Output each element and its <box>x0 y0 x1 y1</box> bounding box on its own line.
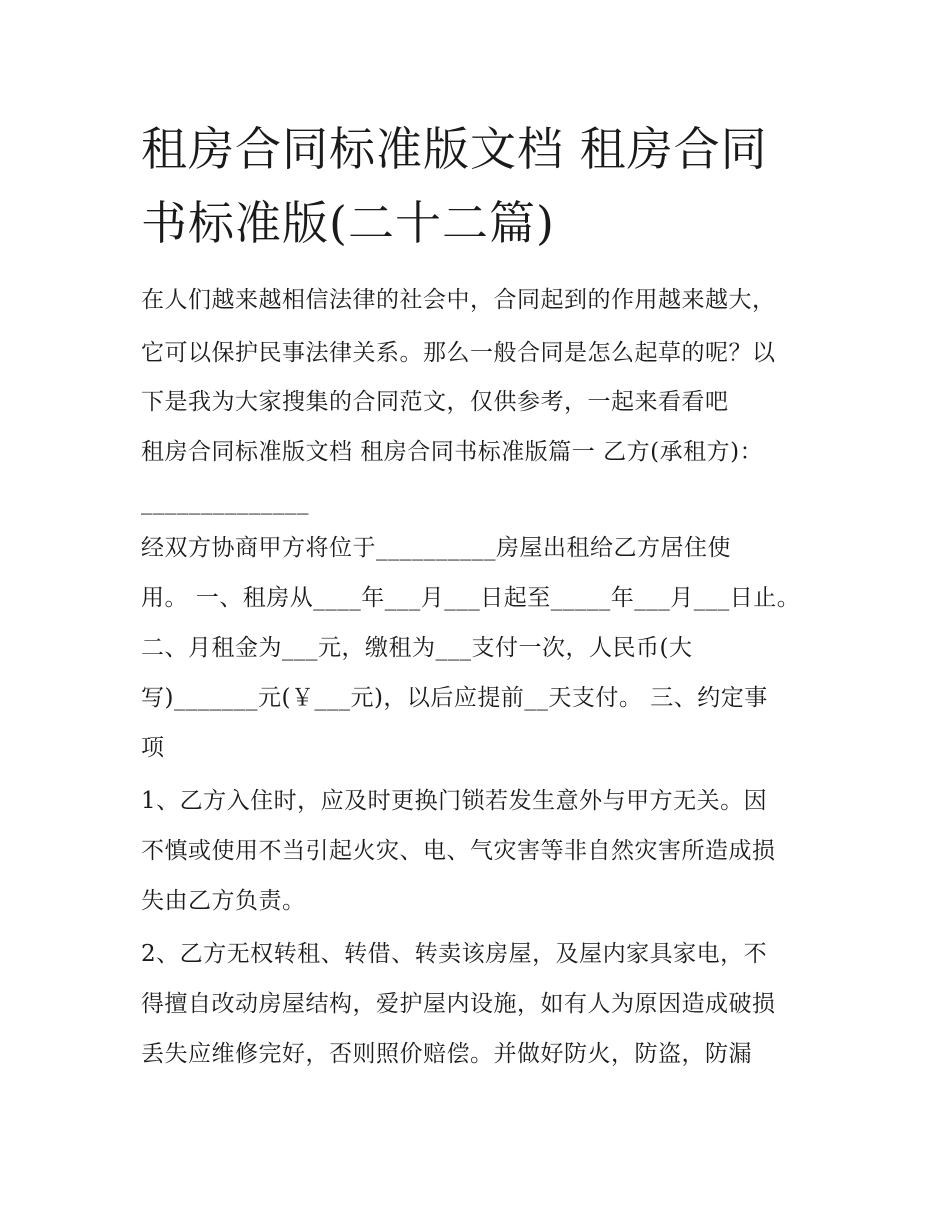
intro-line-2: 它可以保护民事法律关系。那么一般合同是怎么起草的呢？以 <box>141 340 776 366</box>
document-title <box>141 112 841 260</box>
clause-items-line: 项 <box>141 735 165 761</box>
title-line-2: 书标准版(二十二篇) <box>141 196 555 250</box>
intro-line-3: 下是我为大家搜集的合同范文，仅供参考，一起来看看吧 <box>141 389 729 415</box>
section-heading-line: 租房合同标准版文档 租房合同书标准版篇一 乙方(承租方)： <box>141 439 764 465</box>
blank-line: ______________ <box>141 489 309 515</box>
item-1-line-3: 失由乙方负责。 <box>141 888 306 914</box>
item-2-line-3: 丢失应维修完好，否则照价赔偿。并做好防火，防盗，防漏 <box>141 1041 752 1067</box>
item-2-line-2: 得擅自改动房屋结构，爱护屋内设施，如有人为原因造成破损 <box>141 991 776 1017</box>
item-1-line-2: 不慎或使用不当引起火灾、电、气灾害等非自然灾害所造成损 <box>141 838 776 864</box>
clause-location-line: 经双方协商甲方将位于__________房屋出租给乙方居住使 <box>141 535 731 561</box>
item-2-line-1: 2、乙方无权转租、转借、转卖该房屋，及屋内家具家电，不 <box>141 941 768 967</box>
title-line-1: 租房合同标准版文档 租房合同 <box>141 122 768 176</box>
clause-payment-line: 写)_______元(￥___元)，以后应提前__天支付。 三、约定事 <box>141 685 768 711</box>
clause-rent-line: 二、月租金为___元，缴租为___支付一次，人民币(大 <box>141 635 693 661</box>
intro-line-1: 在人们越来越相信法律的社会中，合同起到的作用越来越大， <box>141 287 776 313</box>
clause-term-line: 用。 一、租房从____年___月___日起至_____年___月___日止。 <box>141 585 801 611</box>
item-1-line-1: 1、乙方入住时，应及时更换门锁若发生意外与甲方无关。因 <box>141 788 768 814</box>
